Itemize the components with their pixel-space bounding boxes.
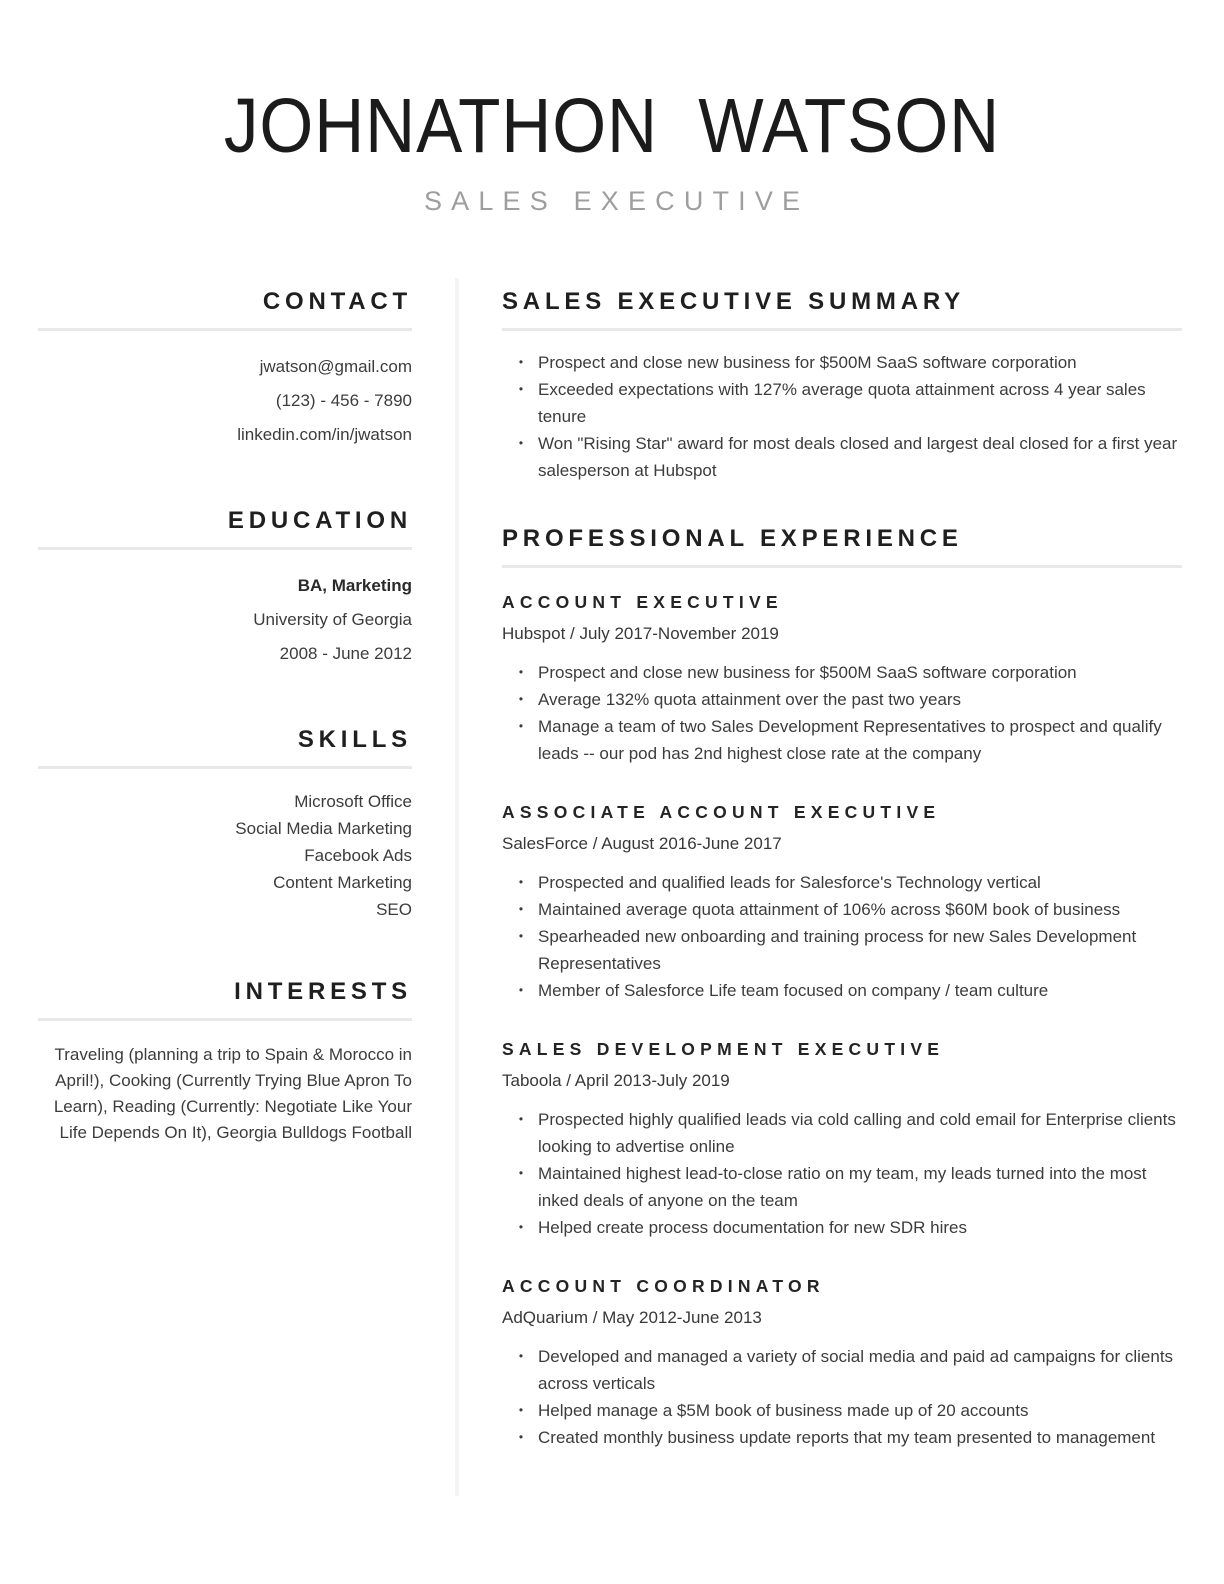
- job-list: [502, 591, 1182, 1451]
- bullet-item: [502, 686, 1182, 713]
- candidate-name: JOHNATHON WATSON: [223, 83, 1001, 169]
- experience-heading: PROFESSIONAL EXPERIENCE: [502, 525, 963, 552]
- bullet-text: Maintained highest lead-to-close ratio on my team, my leads turned into the most inked deals of anyone on the team: [538, 1164, 1147, 1210]
- bullet-icon: •: [518, 355, 524, 369]
- job-company-dates: AdQuarium / May 2012-June 2013: [502, 1308, 762, 1327]
- bullet-icon: •: [518, 875, 524, 889]
- bullet-text: Member of Salesforce Life team focused on company / team culture: [538, 981, 1049, 1000]
- job-company-dates: Hubspot / July 2017-November 2019: [502, 624, 779, 643]
- bullet-text: Prospected and qualified leads for Salesforce's Technology vertical: [538, 873, 1041, 892]
- section-rule: [38, 328, 412, 331]
- job-company-dates: SalesForce / August 2016-June 2017: [502, 834, 782, 853]
- bullet-item: [502, 659, 1182, 686]
- skill-item: SEO: [376, 900, 412, 919]
- bullet-item: [502, 1106, 1182, 1160]
- sidebar: [38, 280, 412, 1146]
- bullet-icon: •: [518, 1430, 524, 1444]
- bullet-item: [502, 1397, 1182, 1424]
- skill-item: Facebook Ads: [304, 846, 412, 865]
- skills-section: [38, 727, 412, 923]
- job-title: ASSOCIATE ACCOUNT EXECUTIVE: [502, 802, 941, 822]
- job-entry: [502, 1038, 1182, 1241]
- job-company-dates: Taboola / April 2013-July 2019: [502, 1071, 730, 1090]
- section-rule: [38, 547, 412, 550]
- skill-item: Microsoft Office: [294, 792, 412, 811]
- bullet-text: Prospected highly qualified leads via cold calling and cold email for Enterprise clients looking to advertise online: [538, 1110, 1176, 1156]
- job-title: ACCOUNT COORDINATOR: [502, 1276, 825, 1296]
- bullet-icon: •: [518, 692, 524, 706]
- contact-section: [38, 289, 412, 452]
- interests-section: [38, 979, 412, 1146]
- bullet-icon: •: [518, 1403, 524, 1417]
- interests-heading: INTERESTS: [234, 978, 412, 1005]
- bullet-text: Prospect and close new business for $500M SaaS software corporation: [538, 663, 1077, 682]
- candidate-job-title: SALES EXECUTIVE: [423, 186, 810, 216]
- bullet-icon: •: [518, 1349, 524, 1363]
- contact-item: linkedin.com/in/jwatson: [237, 425, 412, 444]
- bullet-text: Spearheaded new onboarding and training process for new Sales Development Representatives: [538, 927, 1137, 973]
- job-bullets: [502, 659, 1182, 767]
- bullet-icon: •: [518, 719, 524, 733]
- bullet-item: [502, 430, 1182, 484]
- bullet-item: [502, 349, 1182, 376]
- education-degree: BA, Marketing: [297, 576, 412, 595]
- summary-section: [502, 289, 1182, 484]
- main-content: [502, 280, 1182, 1451]
- bullet-item: [502, 923, 1182, 977]
- bullet-item: [502, 1214, 1182, 1241]
- bullet-icon: •: [518, 929, 524, 943]
- bullet-icon: •: [518, 1166, 524, 1180]
- bullet-item: [502, 1424, 1182, 1451]
- job-bullets: [502, 1343, 1182, 1451]
- bullet-item: [502, 376, 1182, 430]
- summary-bullets: [502, 349, 1182, 484]
- job-title: SALES DEVELOPMENT EXECUTIVE: [502, 1039, 945, 1059]
- contact-heading: CONTACT: [262, 288, 412, 315]
- summary-heading: SALES EXECUTIVE SUMMARY: [502, 288, 965, 315]
- bullet-text: Average 132% quota attainment over the past two years: [538, 690, 962, 709]
- bullet-text: Helped manage a $5M book of business made up of 20 accounts: [538, 1401, 1029, 1420]
- bullet-item: [502, 869, 1182, 896]
- skills-list: [38, 788, 412, 923]
- skill-item: Content Marketing: [273, 873, 412, 892]
- bullet-text: Maintained average quota attainment of 106% across $60M book of business: [538, 900, 1121, 919]
- bullet-icon: •: [518, 902, 524, 916]
- section-rule: [502, 328, 1182, 331]
- resume-header: [0, 0, 1224, 216]
- education-heading: EDUCATION: [227, 507, 412, 534]
- bullet-icon: •: [518, 436, 524, 450]
- education-entry: [38, 569, 412, 671]
- contact-item: (123) - 456 - 7890: [275, 391, 412, 410]
- skills-heading: SKILLS: [297, 726, 412, 753]
- column-divider: [455, 278, 459, 1496]
- job-bullets: [502, 1106, 1182, 1241]
- bullet-icon: •: [518, 665, 524, 679]
- job-bullets: [502, 869, 1182, 1004]
- job-title: ACCOUNT EXECUTIVE: [502, 592, 783, 612]
- bullet-item: [502, 896, 1182, 923]
- bullet-text: Prospect and close new business for $500M SaaS software corporation: [538, 353, 1077, 372]
- bullet-text: Helped create process documentation for new SDR hires: [538, 1218, 967, 1237]
- bullet-icon: •: [518, 1220, 524, 1234]
- bullet-item: [502, 977, 1182, 1004]
- bullet-text: Created monthly business update reports that my team presented to management: [538, 1428, 1156, 1447]
- bullet-item: [502, 1343, 1182, 1397]
- contact-item: jwatson@gmail.com: [259, 357, 412, 376]
- bullet-text: Exceeded expectations with 127% average quota attainment across 4 year sales tenure: [538, 380, 1146, 426]
- bullet-text: Developed and managed a variety of social media and paid ad campaigns for clients across verticals: [538, 1347, 1174, 1393]
- skill-item: Social Media Marketing: [235, 819, 412, 838]
- bullet-icon: •: [518, 1112, 524, 1126]
- job-entry: [502, 591, 1182, 767]
- interests-text: Traveling (planning a trip to Spain & Morocco in April!), Cooking (Currently Trying Blue Apron To Learn), Reading (Currently: Negotiate Like Your Life Depends On It), Georgia Bulldogs Football: [53, 1045, 412, 1142]
- bullet-text: Manage a team of two Sales Development Representatives to prospect and qualify leads -- our pod has 2nd highest close rate at the company: [538, 717, 1162, 763]
- section-rule: [38, 1018, 412, 1021]
- education-section: [38, 508, 412, 671]
- experience-section: [502, 526, 1182, 1451]
- education-school: University of Georgia: [253, 610, 412, 629]
- section-rule: [38, 766, 412, 769]
- bullet-item: [502, 713, 1182, 767]
- contact-list: [38, 350, 412, 452]
- bullet-item: [502, 1160, 1182, 1214]
- education-dates: 2008 - June 2012: [279, 644, 412, 663]
- bullet-icon: •: [518, 983, 524, 997]
- section-rule: [502, 565, 1182, 568]
- bullet-icon: •: [518, 382, 524, 396]
- job-entry: [502, 801, 1182, 1004]
- job-entry: [502, 1275, 1182, 1451]
- bullet-text: Won "Rising Star" award for most deals closed and largest deal closed for a first year salesperson at Hubspot: [538, 434, 1178, 480]
